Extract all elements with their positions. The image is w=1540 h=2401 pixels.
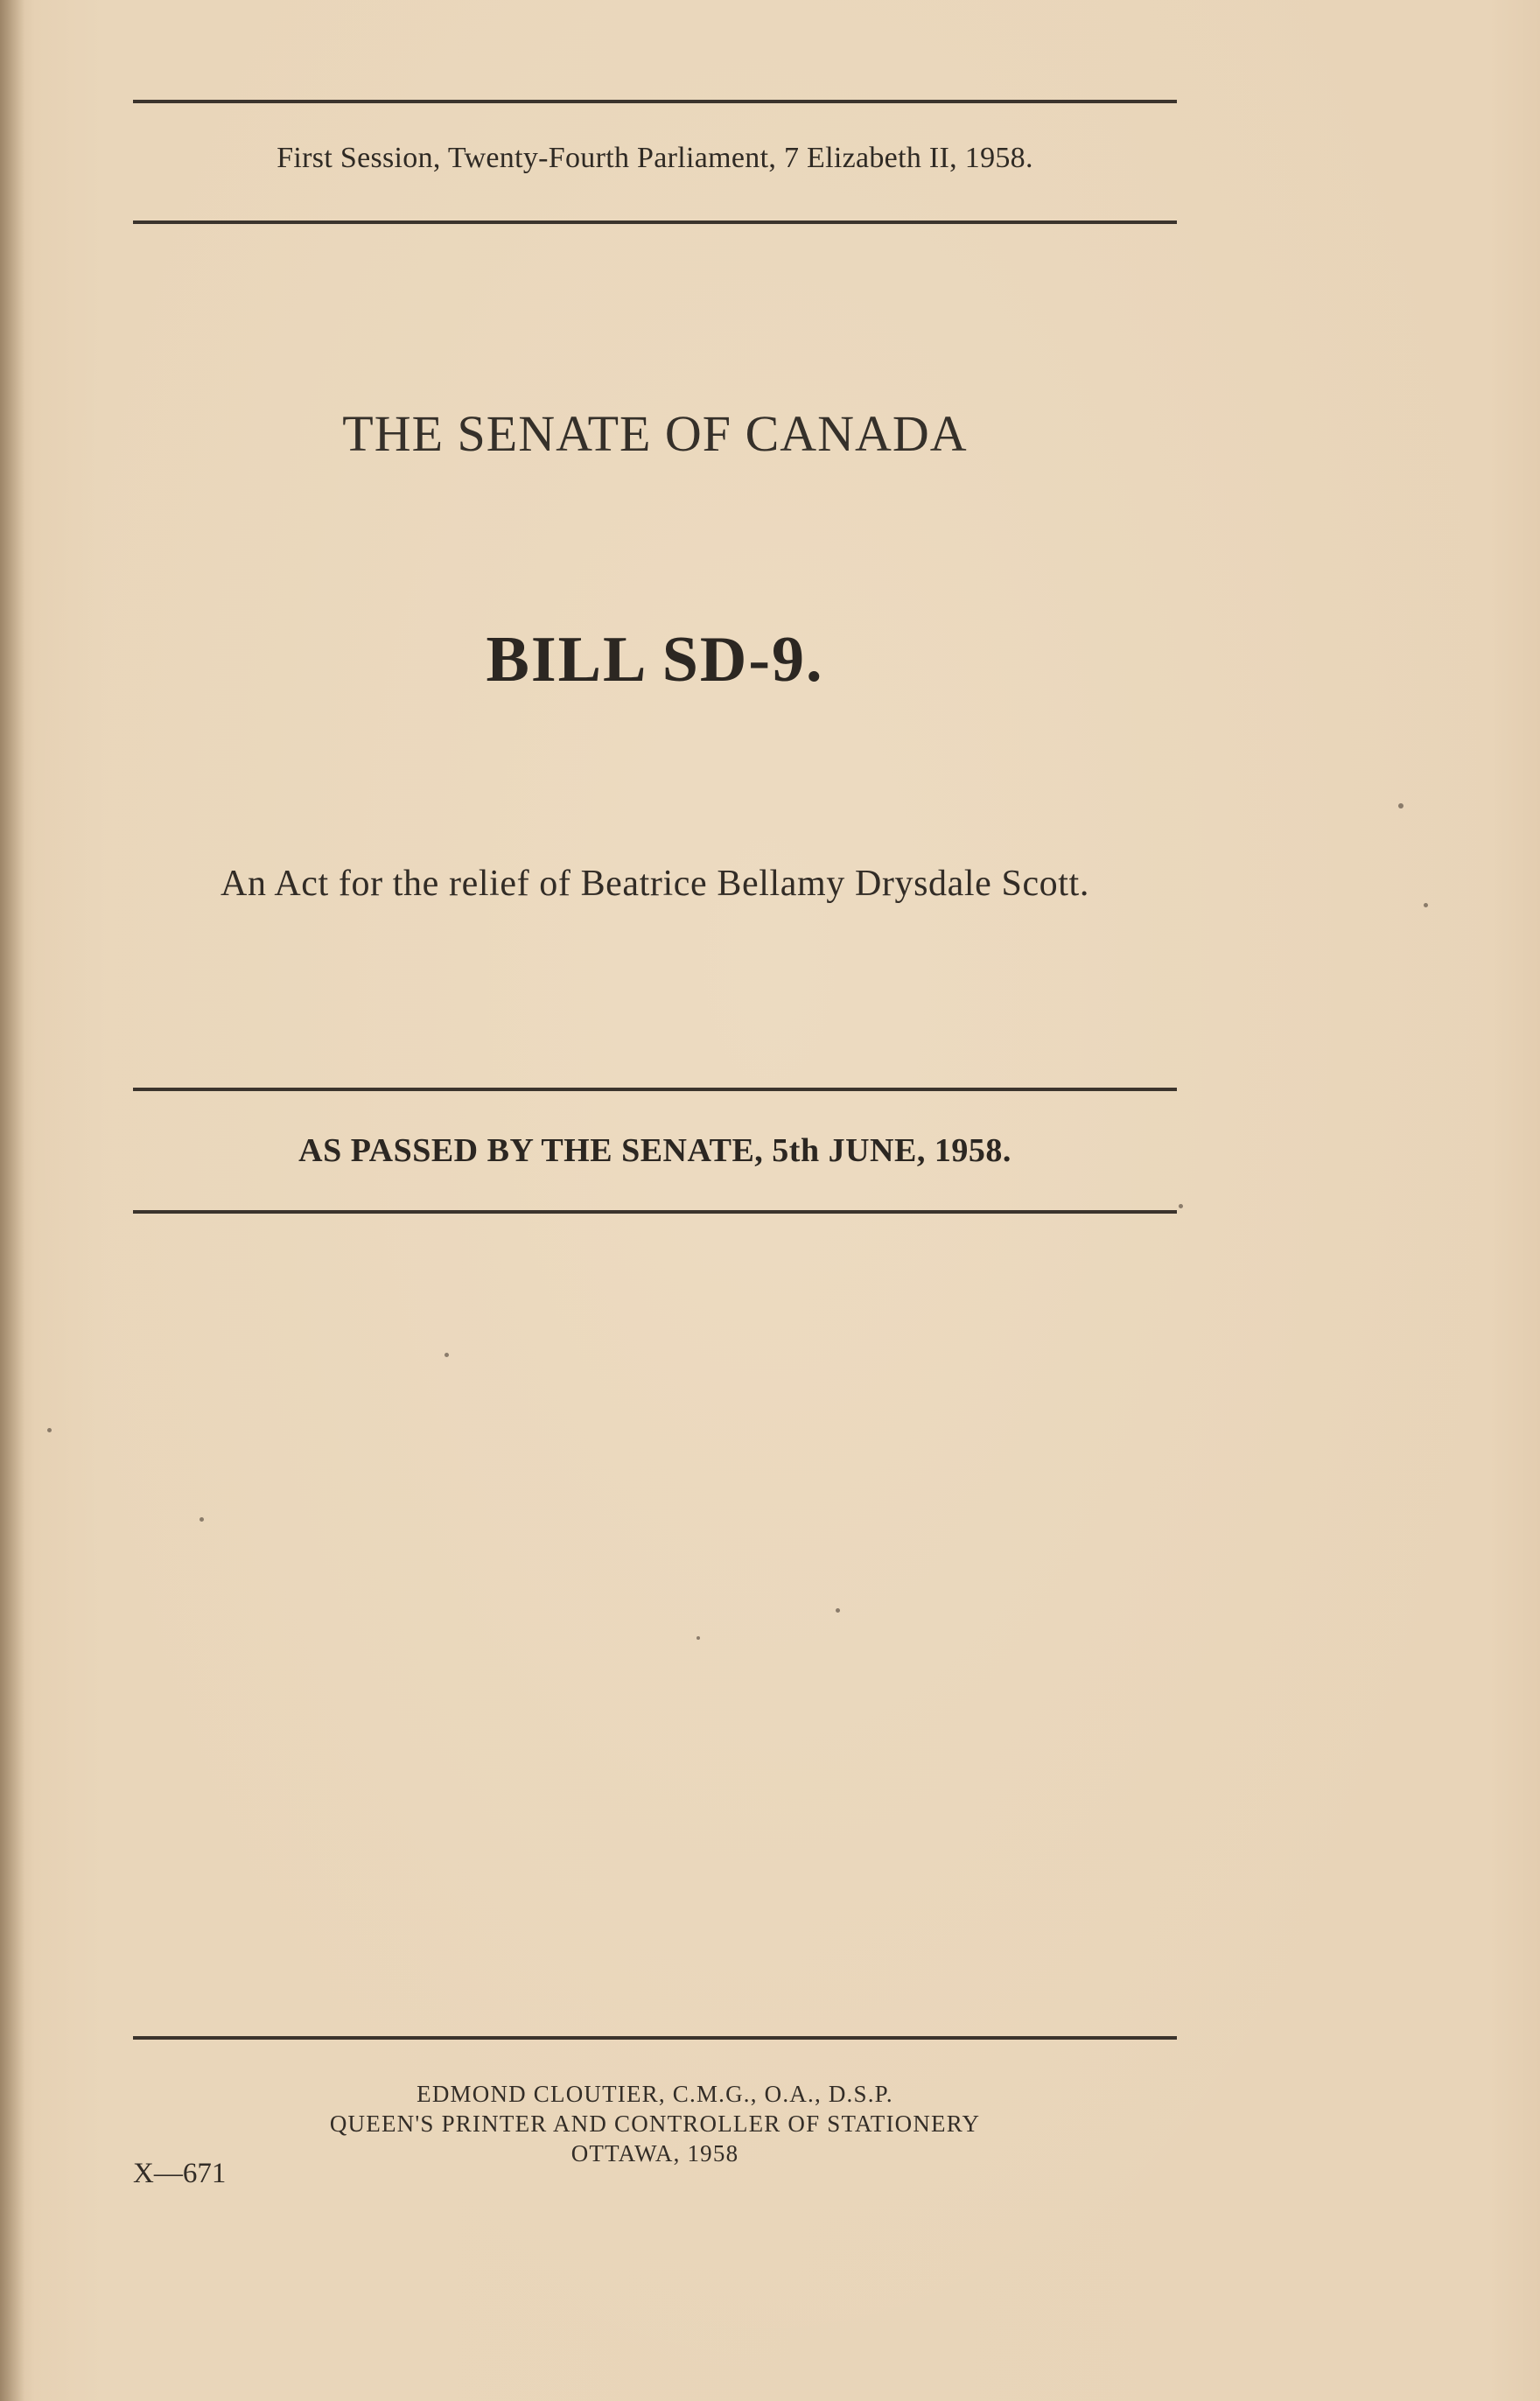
passage-rule-bottom bbox=[133, 1210, 1177, 1214]
paper-speck bbox=[1179, 1204, 1183, 1208]
footer-rule bbox=[133, 2036, 1177, 2040]
document-number: X—671 bbox=[133, 2158, 227, 2189]
passage-rule-top bbox=[133, 1088, 1177, 1091]
printer-place-year: OTTAWA, 1958 bbox=[570, 2140, 739, 2166]
paper-speck bbox=[200, 1517, 204, 1522]
printer-name: EDMOND CLOUTIER, C.M.G., O.A., D.S.P. bbox=[416, 2081, 893, 2107]
passage-statement: AS PASSED BY THE SENATE, 5th JUNE, 1958. bbox=[298, 1132, 1012, 1169]
printer-title: QUEEN'S PRINTER AND CONTROLLER OF STATIONERY bbox=[329, 2110, 981, 2137]
paper-speck bbox=[836, 1608, 840, 1613]
top-rule-2 bbox=[133, 220, 1177, 224]
paper-speck bbox=[444, 1353, 449, 1357]
session-line: First Session, Twenty-Fourth Parliament, 7 Elizabeth II, 1958. bbox=[276, 142, 1033, 174]
paper-speck bbox=[696, 1636, 700, 1640]
paper-speck bbox=[47, 1428, 52, 1432]
bill-number: BILL SD-9. bbox=[486, 624, 824, 696]
act-title: An Act for the relief of Beatrice Bellamy Drysdale Scott. bbox=[220, 864, 1089, 904]
house-heading: THE SENATE OF CANADA bbox=[342, 405, 968, 462]
paper-speck bbox=[1398, 803, 1404, 808]
paper-speck bbox=[1424, 903, 1428, 907]
binding-shadow bbox=[0, 0, 24, 2401]
top-rule-1 bbox=[133, 100, 1177, 103]
